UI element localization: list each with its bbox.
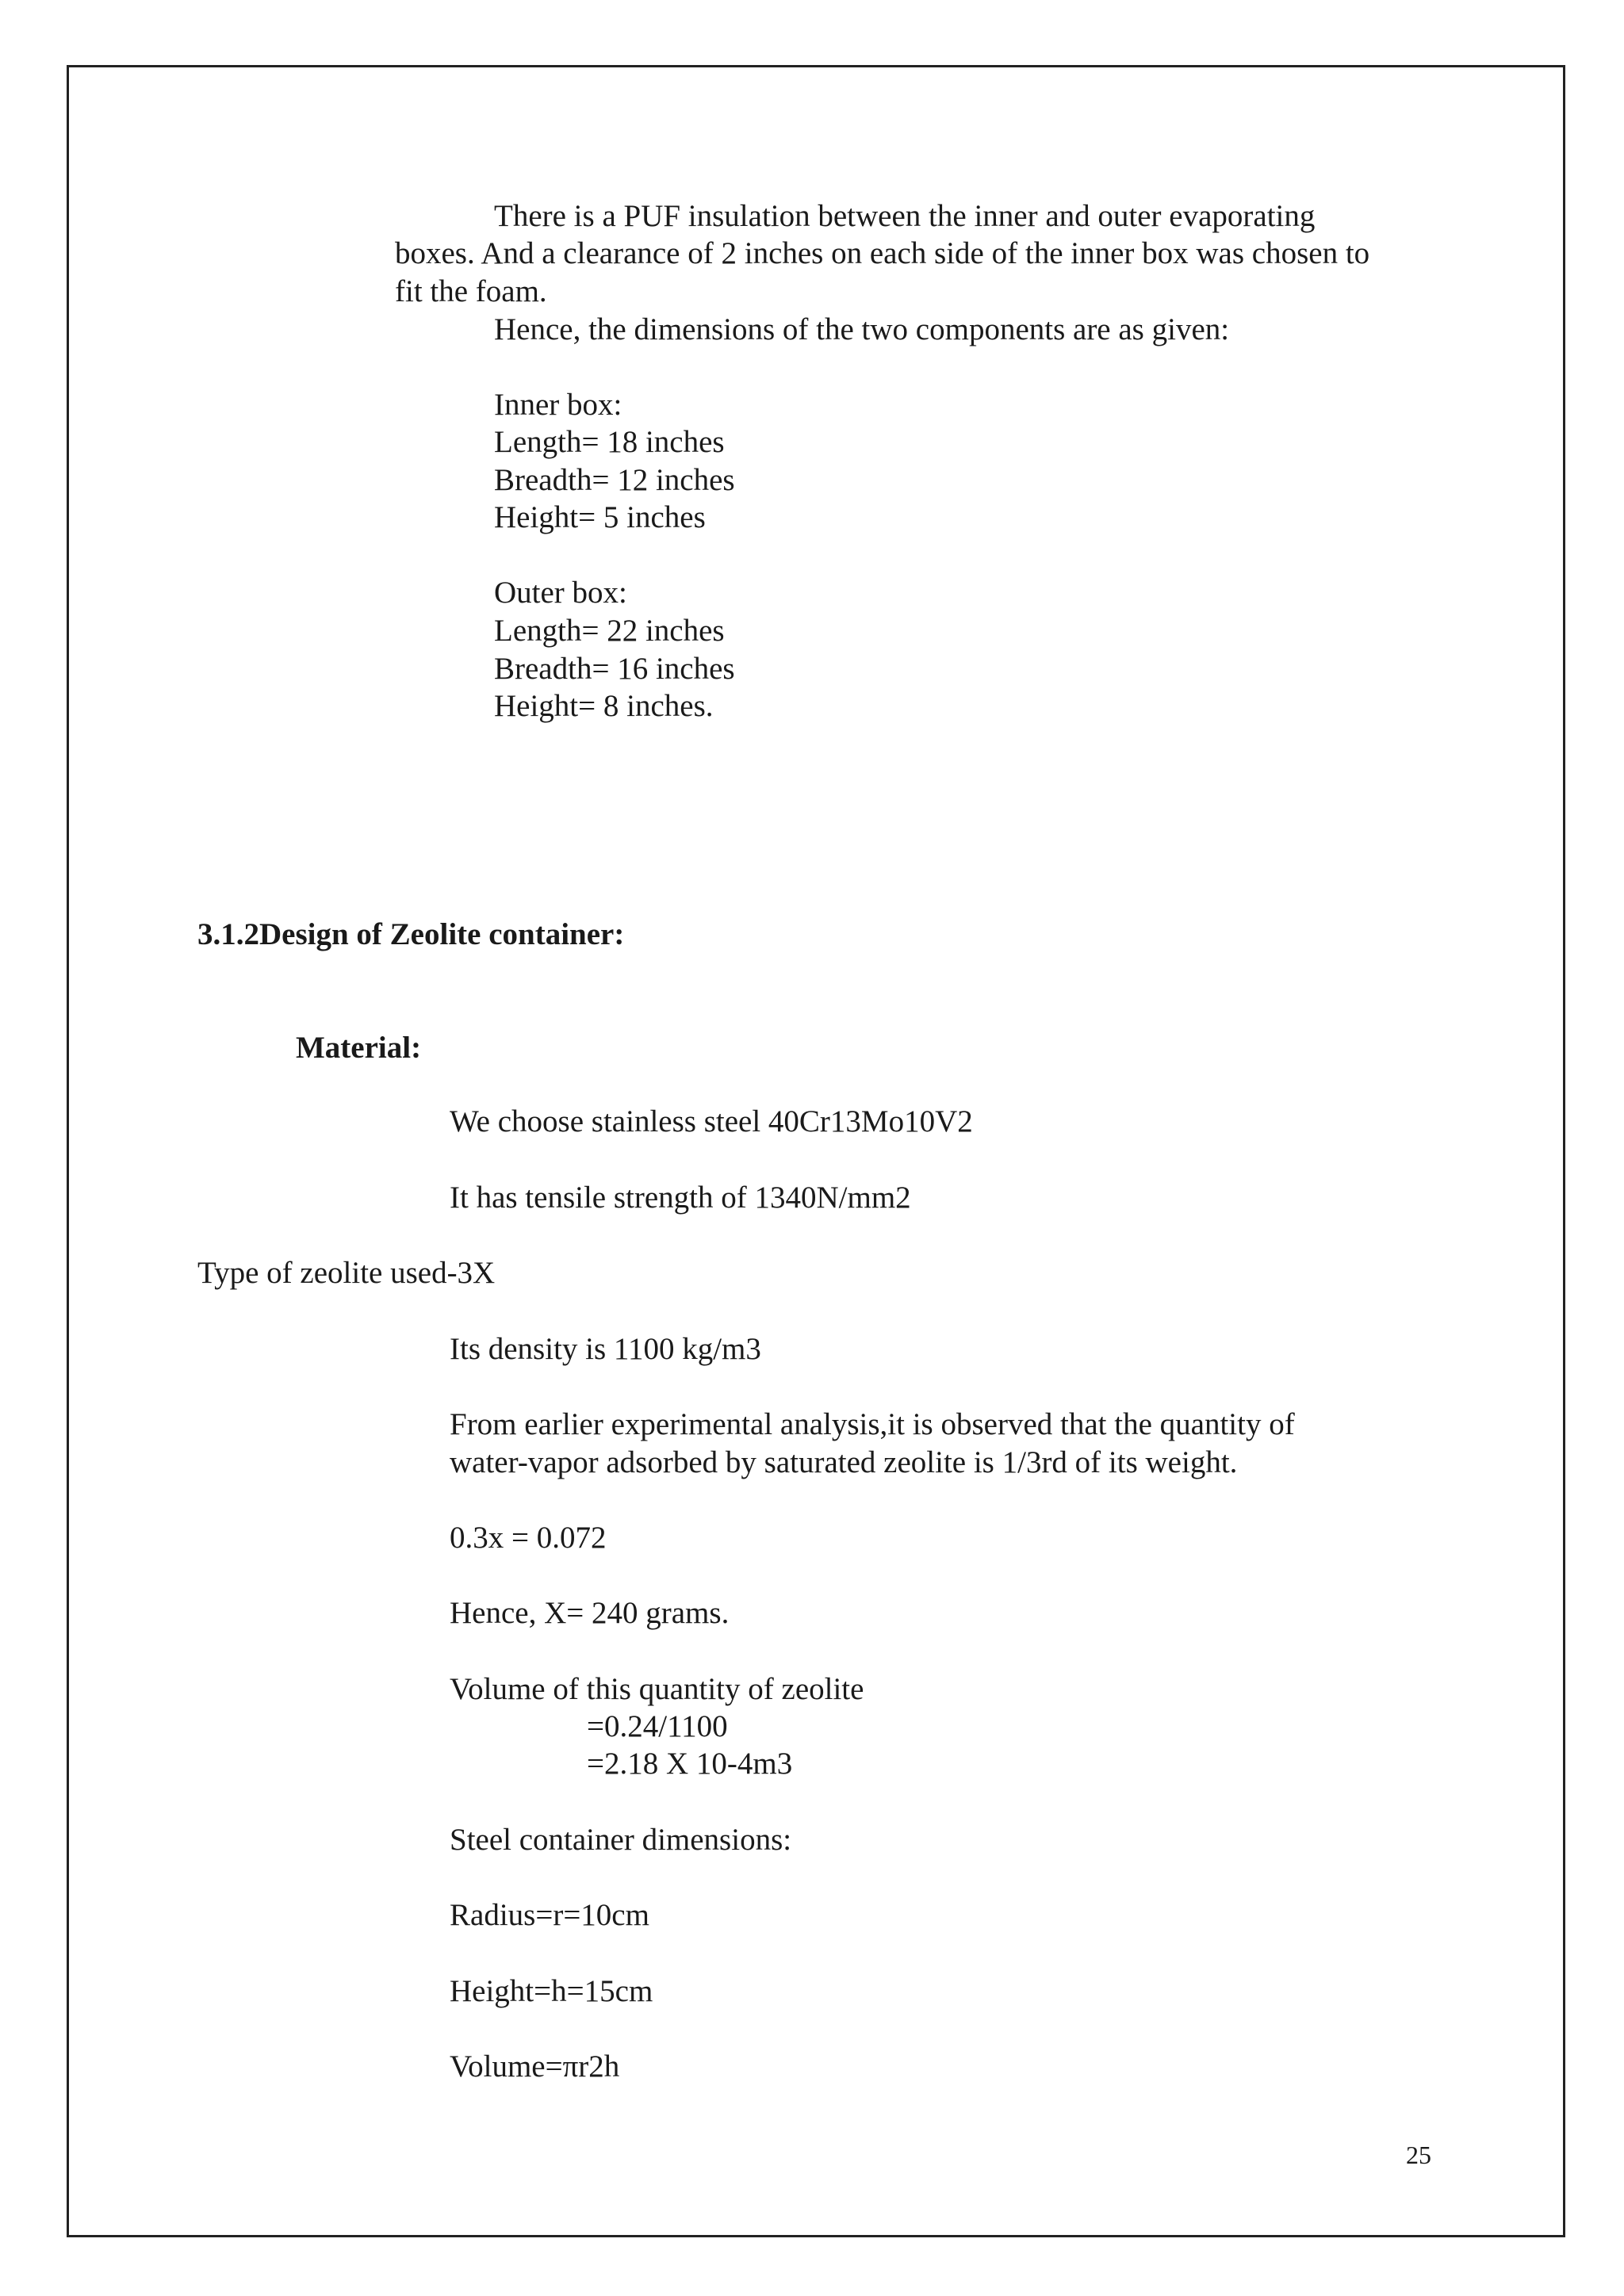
- analysis-line-1: From earlier experimental analysis,it is observed that the quantity of: [450, 1407, 1295, 1441]
- outer-box-heading: Outer box:: [494, 576, 627, 610]
- inner-box-height: Height= 5 inches: [494, 500, 706, 534]
- zeolite-type: Type of zeolite used-3X: [197, 1256, 496, 1290]
- container-height: Height=h=15cm: [450, 1974, 653, 2008]
- outer-box-breadth: Breadth= 16 inches: [494, 652, 735, 686]
- page-border: [67, 65, 1565, 2237]
- equation: 0.3x = 0.072: [450, 1521, 607, 1555]
- container-label: Steel container dimensions:: [450, 1823, 792, 1857]
- volume-calc-2: =2.18 X 10-4m3: [587, 1747, 793, 1781]
- intro-line-2: boxes. And a clearance of 2 inches on each side of the inner box was chosen to: [395, 236, 1370, 270]
- tensile-strength: It has tensile strength of 1340N/mm2: [450, 1181, 911, 1215]
- inner-box-breadth: Breadth= 12 inches: [494, 463, 735, 497]
- volume-label: Volume of this quantity of zeolite: [450, 1672, 864, 1706]
- outer-box-height: Height= 8 inches.: [494, 689, 714, 723]
- radius: Radius=r=10cm: [450, 1898, 649, 1932]
- inner-box-heading: Inner box:: [494, 388, 622, 422]
- material-heading: Material:: [296, 1031, 422, 1065]
- intro-line-1: There is a PUF insulation between the inner and outer evaporating: [494, 199, 1316, 233]
- volume-calc-1: =0.24/1100: [587, 1709, 728, 1743]
- steel-choice: We choose stainless steel 40Cr13Mo10V2: [450, 1104, 973, 1138]
- intro-line-4: Hence, the dimensions of the two components are as given:: [494, 312, 1230, 346]
- inner-box-length: Length= 18 inches: [494, 425, 725, 459]
- analysis-line-2: water-vapor adsorbed by saturated zeolite is 1/3rd of its weight.: [450, 1445, 1238, 1479]
- zeolite-density: Its density is 1100 kg/m3: [450, 1332, 761, 1366]
- volume-formula: Volume=πr2h: [450, 2049, 620, 2084]
- section-heading: 3.1.2Design of Zeolite container:: [197, 917, 625, 951]
- page-number: 25: [1406, 2141, 1431, 2169]
- result: Hence, X= 240 grams.: [450, 1596, 730, 1630]
- intro-line-3: fit the foam.: [395, 274, 547, 308]
- outer-box-length: Length= 22 inches: [494, 614, 725, 648]
